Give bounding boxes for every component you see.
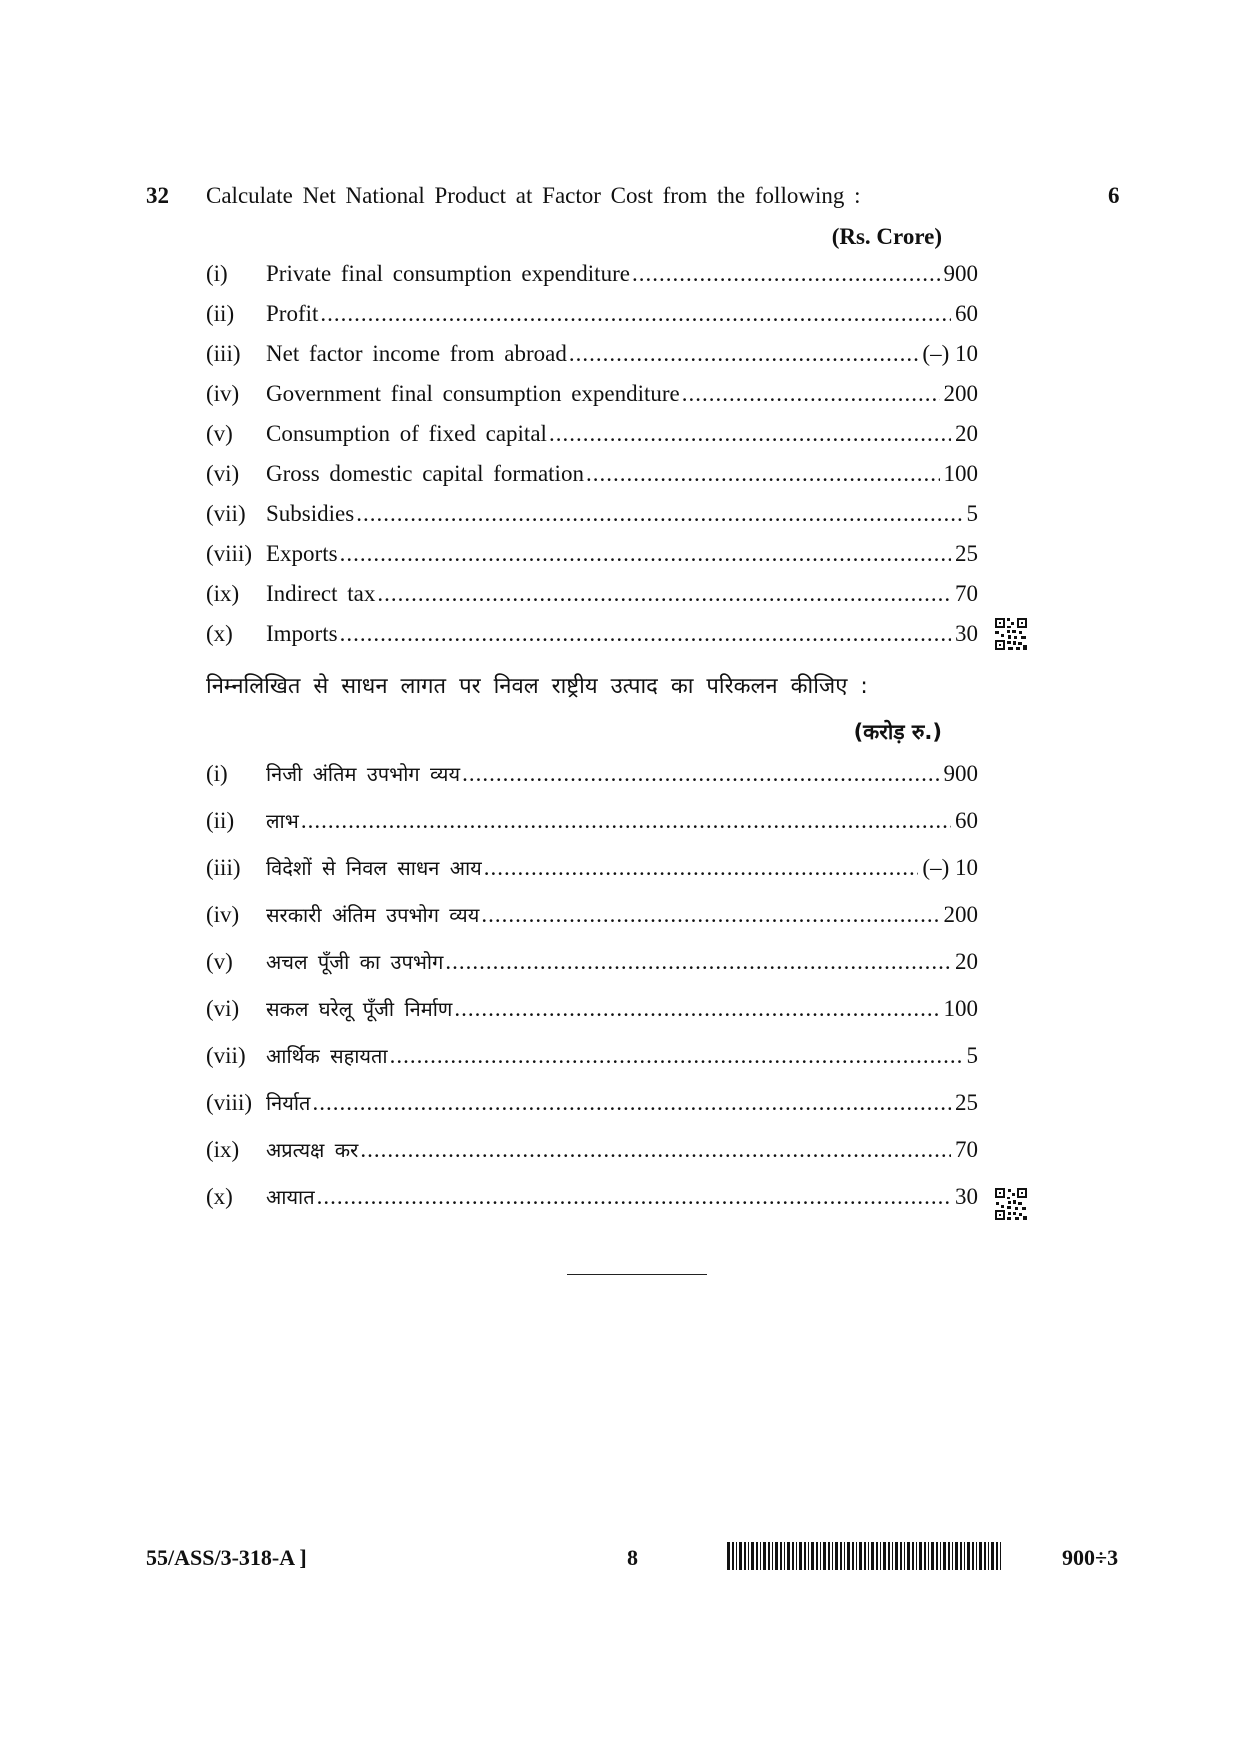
dot-leader — [312, 1090, 951, 1116]
qr-code-icon — [994, 1187, 1028, 1221]
item-value: 200 — [943, 902, 978, 927]
list-item — [206, 901, 978, 948]
item-number: (vi) — [206, 461, 240, 486]
item-number: (iv) — [206, 902, 240, 927]
item-number: (iii) — [206, 855, 241, 880]
item-label: अचल पूँजी का उपभोग — [266, 950, 444, 974]
item-value: 900 — [943, 761, 978, 786]
item-value: 60 — [955, 301, 978, 326]
question-text-english: Calculate Net National Product at Factor Cost from the following : — [206, 183, 861, 208]
item-value: 25 — [955, 541, 978, 566]
item-number: (ii) — [206, 301, 235, 326]
list-item — [206, 1136, 978, 1183]
dot-leader — [549, 421, 951, 447]
item-label: सकल घरेलू पूँजी निर्माण — [266, 997, 453, 1021]
item-value: 20 — [955, 949, 978, 974]
item-number: (ix) — [206, 1137, 240, 1162]
item-label: Imports — [266, 621, 338, 646]
item-label: लाभ — [266, 809, 299, 833]
dot-leader — [340, 621, 951, 647]
item-label: अप्रत्यक्ष कर — [266, 1138, 359, 1162]
dot-leader — [340, 541, 951, 567]
item-number: (ii) — [206, 808, 235, 833]
end-of-question-rule — [567, 1274, 707, 1275]
item-number: (iii) — [206, 341, 241, 366]
list-item — [206, 807, 978, 854]
item-number: (i) — [206, 761, 228, 786]
unit-label-hindi: (करोड़ रु.) — [853, 720, 942, 744]
item-number: (i) — [206, 261, 228, 286]
item-value: 60 — [955, 808, 978, 833]
item-label: Private final consumption expenditure — [266, 261, 630, 286]
footer-right-code: 900÷3 — [1062, 1545, 1119, 1570]
dot-leader — [377, 581, 951, 607]
item-label: सरकारी अंतिम उपभोग व्यय — [266, 903, 480, 927]
item-label: Government final consumption expenditure — [266, 381, 680, 406]
item-number: (vii) — [206, 501, 246, 526]
list-item — [206, 421, 978, 461]
item-value: 20 — [955, 421, 978, 446]
dot-leader — [301, 808, 951, 834]
item-number: (iv) — [206, 381, 240, 406]
items-list-hindi — [206, 760, 978, 1230]
footer-paper-code: 55/ASS/3-318-A ] — [146, 1545, 307, 1570]
dot-leader — [356, 501, 962, 527]
item-label: विदेशों से निवल साधन आय — [266, 856, 482, 880]
list-item — [206, 301, 978, 341]
list-item — [206, 948, 978, 995]
item-label: Indirect tax — [266, 581, 376, 606]
item-value: 25 — [955, 1090, 978, 1115]
item-number: (vii) — [206, 1043, 246, 1068]
list-item — [206, 621, 978, 661]
unit-label-english: (Rs. Crore) — [831, 224, 942, 249]
item-label: Consumption of fixed capital — [266, 421, 547, 446]
list-item — [206, 760, 978, 807]
dot-leader — [454, 996, 939, 1022]
dot-leader — [682, 381, 940, 407]
item-value: 30 — [955, 621, 978, 646]
item-number: (v) — [206, 421, 233, 446]
list-item — [206, 1042, 978, 1089]
item-label: Gross domestic capital formation — [266, 461, 584, 486]
item-number: (ix) — [206, 581, 240, 606]
item-number: (viii) — [206, 541, 252, 566]
item-value: 70 — [955, 1137, 978, 1162]
item-label: निर्यात — [266, 1091, 311, 1115]
item-number: (vi) — [206, 996, 240, 1021]
list-item — [206, 541, 978, 581]
items-list-english — [206, 261, 978, 661]
list-item — [206, 461, 978, 501]
list-item — [206, 581, 978, 621]
item-value: 900 — [943, 261, 978, 286]
question-number: 32 — [146, 183, 169, 208]
item-number: (x) — [206, 621, 233, 646]
item-value: (–) 10 — [922, 855, 978, 880]
dot-leader — [586, 461, 940, 487]
footer-page-number: 8 — [627, 1545, 638, 1570]
item-value: 200 — [943, 381, 978, 406]
dot-leader — [481, 902, 939, 928]
list-item — [206, 995, 978, 1042]
item-value: 5 — [966, 501, 978, 526]
item-value: 5 — [966, 1043, 978, 1068]
item-value: 30 — [955, 1184, 978, 1209]
list-item — [206, 381, 978, 421]
item-label: Net factor income from abroad — [266, 341, 567, 366]
question-text-hindi: निम्नलिखित से साधन लागत पर निवल राष्ट्रीय उत्पाद का परिकलन कीजिए : — [206, 674, 868, 699]
item-label: Exports — [266, 541, 338, 566]
dot-leader — [360, 1137, 951, 1163]
item-number: (v) — [206, 949, 233, 974]
list-item — [206, 854, 978, 901]
item-value: 100 — [943, 461, 978, 486]
item-label: आयात — [266, 1185, 315, 1209]
list-item — [206, 501, 978, 541]
barcode-icon — [727, 1542, 1003, 1570]
dot-leader — [445, 949, 951, 975]
item-label: आर्थिक सहायता — [266, 1044, 388, 1068]
dot-leader — [320, 301, 951, 327]
dot-leader — [317, 1184, 951, 1210]
item-value: 70 — [955, 581, 978, 606]
dot-leader — [632, 261, 940, 287]
item-number: (x) — [206, 1184, 233, 1209]
list-item — [206, 261, 978, 301]
list-item — [206, 341, 978, 381]
item-label: Subsidies — [266, 501, 355, 526]
list-item — [206, 1089, 978, 1136]
item-value: (–) 10 — [922, 341, 978, 366]
dot-leader — [390, 1043, 963, 1069]
dot-leader — [569, 341, 919, 367]
item-label: Profit — [266, 301, 319, 326]
item-number: (viii) — [206, 1090, 252, 1115]
dot-leader — [484, 855, 919, 881]
list-item — [206, 1183, 978, 1230]
item-value: 100 — [943, 996, 978, 1021]
question-marks: 6 — [1108, 183, 1120, 208]
item-label: निजी अंतिम उपभोग व्यय — [266, 762, 461, 786]
qr-code-icon — [994, 617, 1028, 651]
dot-leader — [462, 761, 939, 787]
